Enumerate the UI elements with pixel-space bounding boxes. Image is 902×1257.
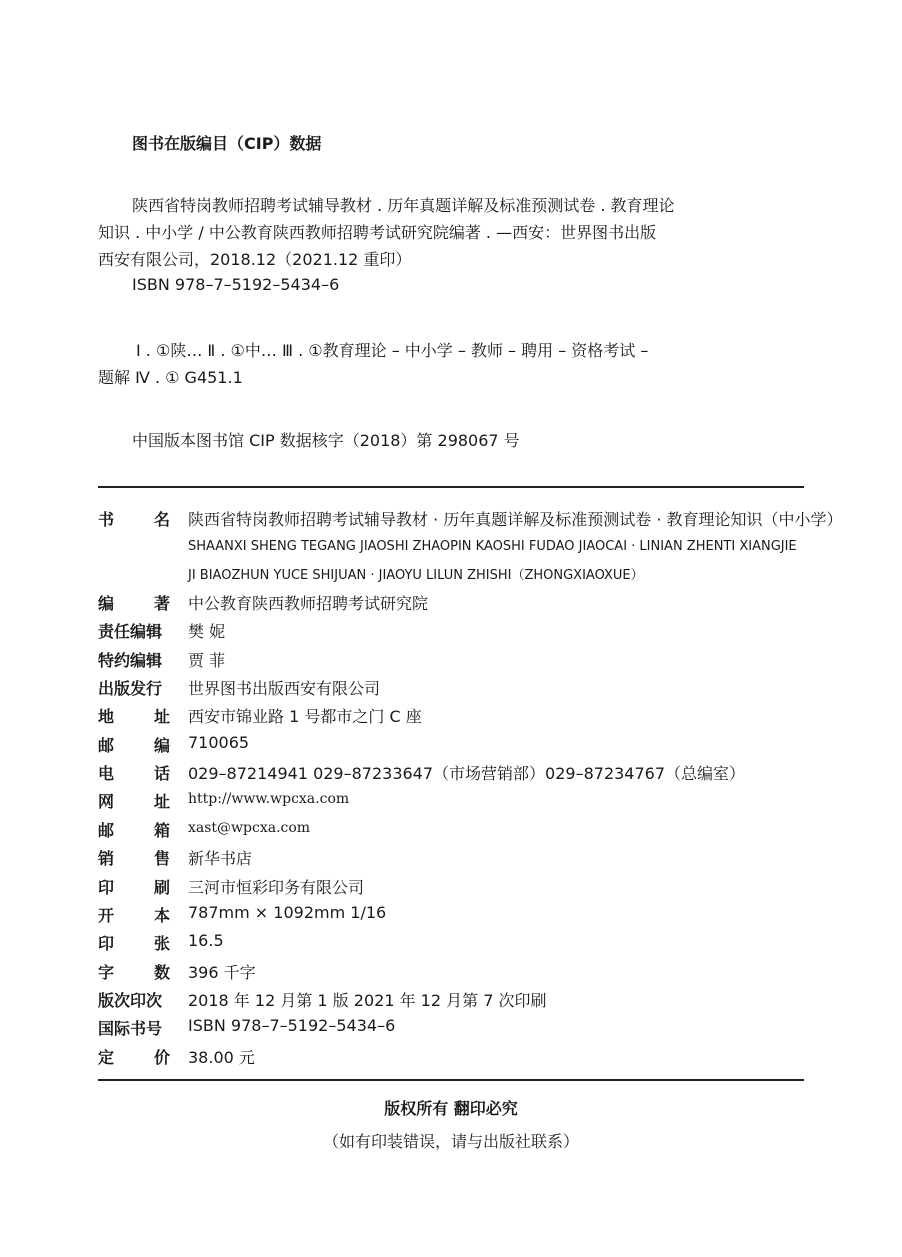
info-value: 贾 菲 (188, 650, 226, 670)
info-label: 字 数 (98, 962, 170, 982)
cip-isbn: ISBN 978–7–5192–5434–6 (132, 275, 340, 294)
rights-notice: 版权所有 翻印必究 (384, 1099, 518, 1118)
info-label: 邮 箱 (98, 820, 170, 840)
info-label: 特约编辑 (98, 650, 163, 670)
cip-desc-line-3: 西安有限公司，2018.12（2021.12 重印） (98, 250, 412, 269)
info-row-book-name (98, 507, 843, 531)
info-value: ISBN 978–7–5192–5434–6 (188, 1016, 396, 1036)
info-value: 16.5 (188, 931, 224, 951)
info-label: 电 话 (98, 764, 170, 784)
copyright-page: 图书在版编目（CIP）数据 陕西省特岗教师招聘考试辅导教材 . 历年真题详解及标准预测试卷 . 教育理论 知识 . 中小学 / 中公教育陕西教师招聘考试研究院编著 . —西安：世界图书出版 西安有限公司，2018.12（2021.12 重印） ISBN 978–7–5192–5434–6 Ⅰ . ①陕… Ⅱ . ①中… Ⅲ . ①教育理论 – 中小学 – 教师 – 聘用 – 资格考试 – 题解 Ⅳ . ① G451.1 中国版本图书馆 CIP 数据核字（2018）第 298067 号 书 名 陕西省特岗教师招聘考试辅导教材 · 历年真题详解及标准预测试卷 · 教育理论知识（中小学） SHAANXI SHENG TEGANG JIAOSHI ZHAOPIN KAOSHI FUDAO JIAOCAI · LINIAN ZHENTI XIANGJIE JI BIAOZHUN YUCE SHIJUAN · JIAOYU LILUN ZHISHI（ZHONGXIAOXUE） 编 著 中公教育陕西教师招聘考试研究院 责任编辑 樊 妮 特约编辑 贾 菲 出版发行 世界图书出版西安有限公司 地 址 西安市锦业路 1 号都市之门 C 座 邮 编 710065 电 话 029–87214941 029–87233647（市场营销部）029–87234767（总编室） 网 址 http://www.wpcxa.com 邮 箱 xast@wpcxa.com 销 售 新华书店 印 刷 三河市恒彩印务有限公司 开 本 787mm × 1092mm 1/16 印 张 16.5 字 数 396 千字 版次印次 2018 年 12 月第 1 版 2021 年 12 月第 7 次印刷 国际书号 ISBN 978–7–5192–5434–6 定 价 38.00 元 版权所有 翻印必究 （如有印装错误，请与出版社联系） (0, 0, 902, 1257)
info-label: 开 本 (98, 905, 170, 925)
cip-desc-line-1: 陕西省特岗教师招聘考试辅导教材 . 历年真题详解及标准预测试卷 . 教育理论 (132, 196, 675, 215)
info-value: http://www.wpcxa.com (188, 791, 350, 808)
bottom-divider (98, 1079, 804, 1081)
cip-class-line-2: 题解 Ⅳ . ① G451.1 (98, 368, 243, 387)
info-label: 销 售 (98, 849, 170, 869)
cip-heading: 图书在版编目（CIP）数据 (132, 134, 322, 153)
info-value: xast@wpcxa.com (188, 819, 311, 836)
info-value: 三河市恒彩印务有限公司 (188, 877, 365, 897)
info-label: 网 址 (98, 792, 170, 812)
top-divider (98, 486, 804, 488)
cip-class-line-1: Ⅰ . ①陕… Ⅱ . ①中… Ⅲ . ①教育理论 – 中小学 – 教师 – 聘用 – 资格考试 – (136, 341, 649, 360)
info-value: 2018 年 12 月第 1 版 2021 年 12 月第 7 次印刷 (188, 990, 547, 1010)
info-value: 787mm × 1092mm 1/16 (188, 902, 387, 922)
info-value: 38.00 元 (188, 1047, 255, 1067)
info-label: 定 价 (98, 1047, 170, 1067)
cip-library-number: 中国版本图书馆 CIP 数据核字（2018）第 298067 号 (132, 431, 520, 450)
info-value: 樊 妮 (188, 622, 226, 642)
info-value: 710065 (188, 732, 250, 752)
info-label: 出版发行 (98, 679, 163, 699)
book-name-value: 陕西省特岗教师招聘考试辅导教材 · 历年真题详解及标准预测试卷 · 教育理论知识（中小学） (188, 510, 843, 529)
info-label: 版次印次 (98, 990, 163, 1010)
info-label: 编 著 (98, 594, 170, 613)
info-label: 责任编辑 (98, 622, 163, 642)
info-value: 世界图书出版西安有限公司 (188, 679, 381, 699)
info-value: 中公教育陕西教师招聘考试研究院 (188, 594, 429, 613)
cip-desc-line-2: 知识 . 中小学 / 中公教育陕西教师招聘考试研究院编著 . —西安：世界图书出版 (98, 223, 657, 242)
info-value: 029–87214941 029–87233647（市场营销部）029–87234767（总编室） (188, 764, 746, 784)
info-label: 国际书号 (98, 1019, 163, 1039)
info-value: 396 千字 (188, 962, 256, 982)
info-label: 书 名 (98, 510, 170, 529)
info-value: 西安市锦业路 1 号都市之门 C 座 (188, 707, 422, 727)
info-value: 新华书店 (188, 849, 253, 869)
info-label: 地 址 (98, 707, 170, 727)
info-label: 邮 编 (98, 735, 170, 755)
contact-note: （如有印装错误，请与出版社联系） (322, 1132, 579, 1151)
info-label: 印 张 (98, 934, 170, 954)
info-label: 印 刷 (98, 877, 170, 897)
